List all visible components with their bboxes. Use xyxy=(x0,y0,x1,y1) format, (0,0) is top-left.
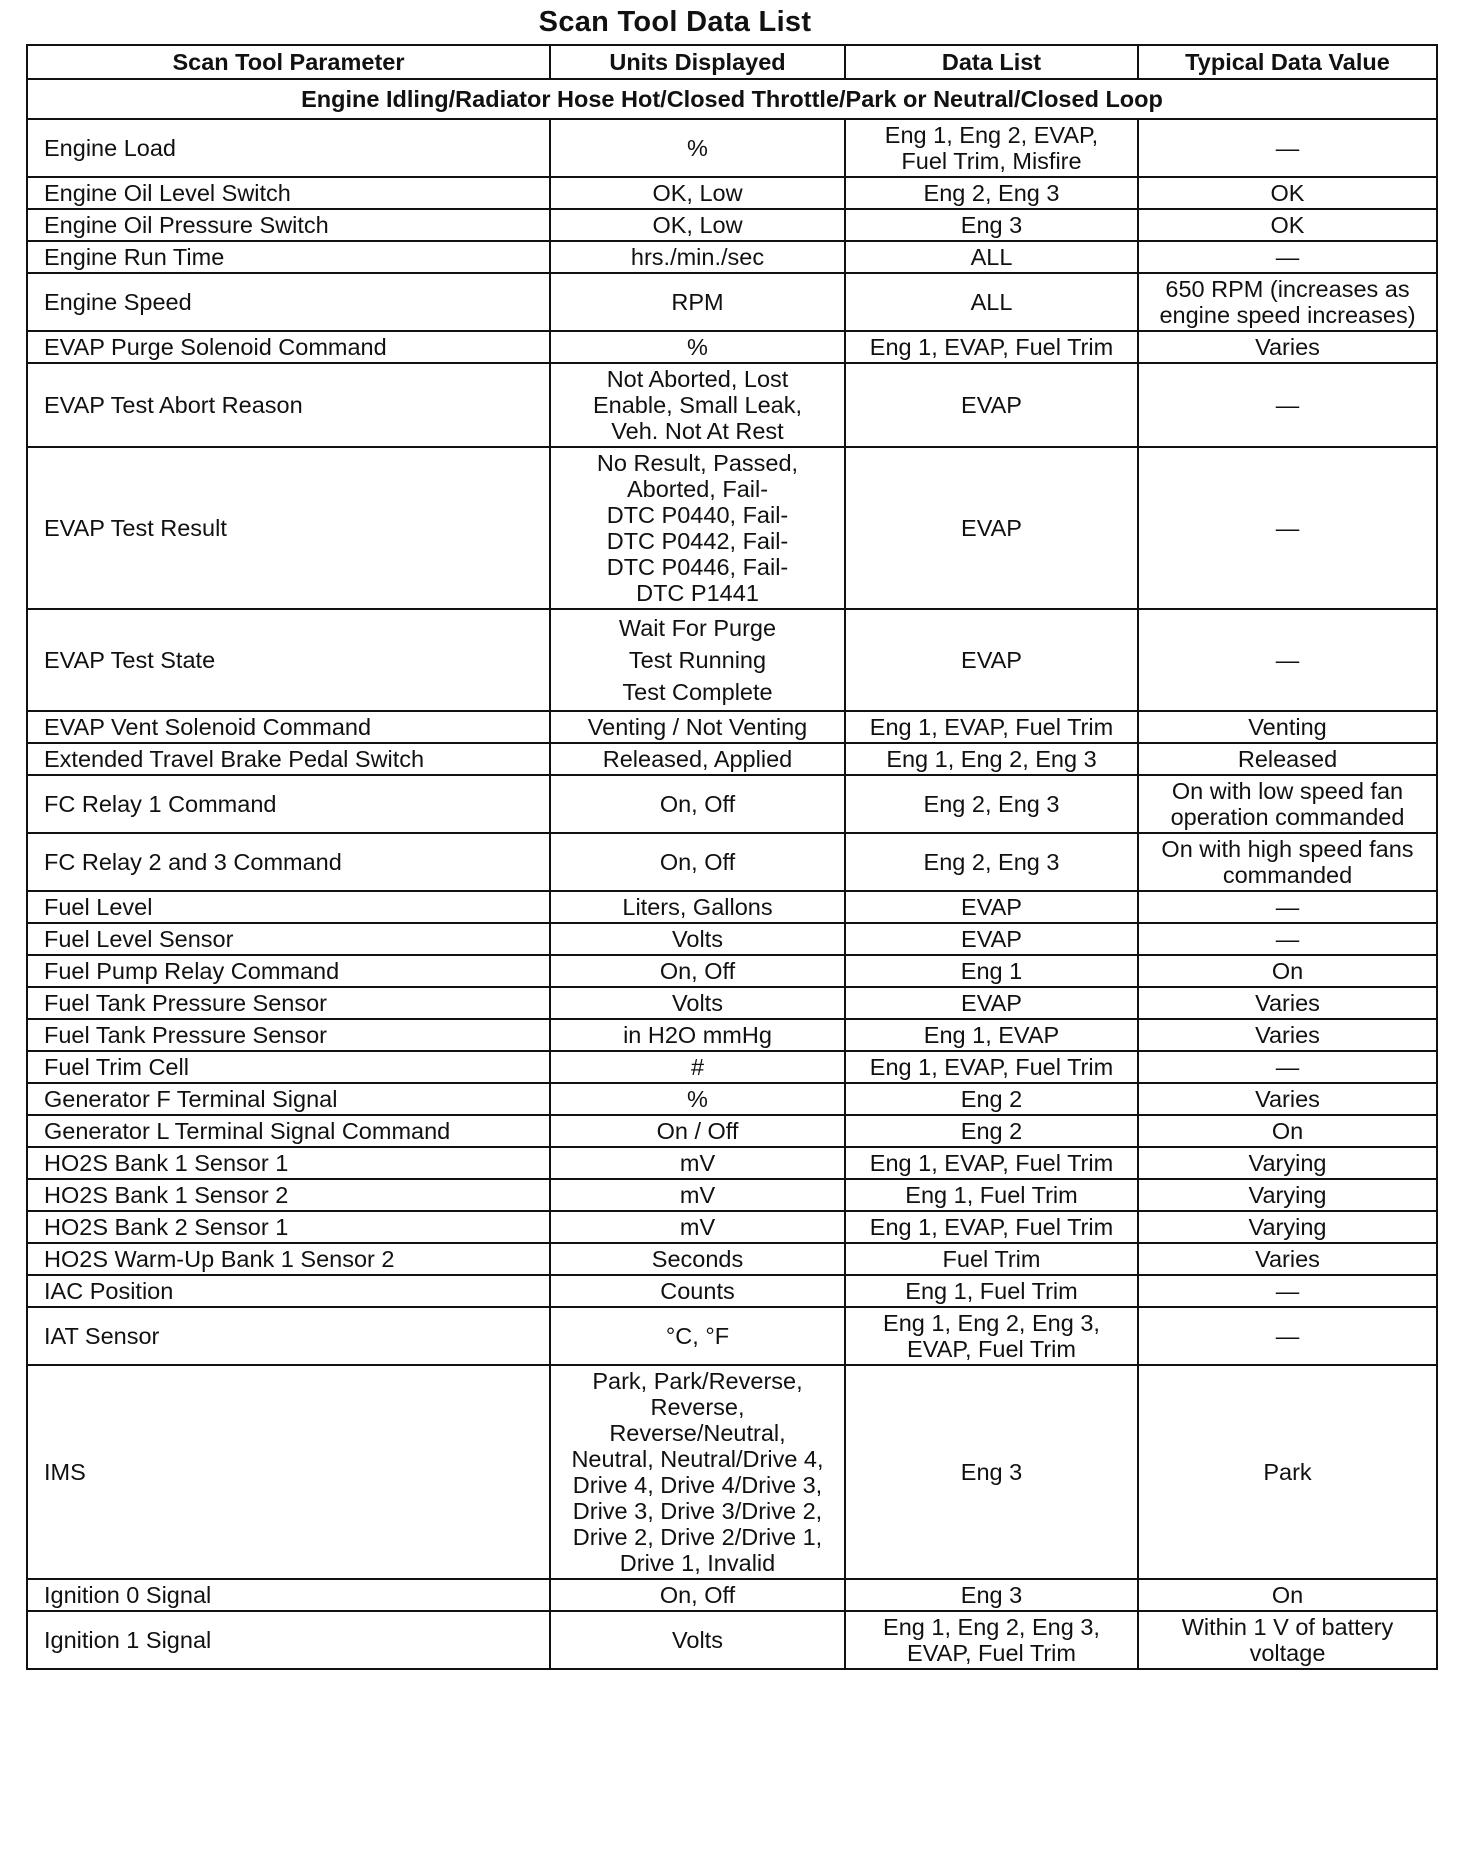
cell-units-line: DTC P0440, Fail- xyxy=(606,502,789,528)
cell-parameter: Generator F Terminal Signal xyxy=(27,1083,550,1115)
cell-data-list xyxy=(845,987,1138,1019)
cell-units-line: Test Running xyxy=(628,647,767,673)
cell-parameter: IAC Position xyxy=(27,1275,550,1307)
cell-data-list-line: Eng 1, Fuel Trim xyxy=(905,1278,1078,1304)
table-row xyxy=(27,331,1437,363)
table-row xyxy=(27,1147,1437,1179)
cell-typical-value-line: — xyxy=(1275,244,1300,270)
cell-typical-value-line: — xyxy=(1275,894,1300,920)
cell-parameter: Fuel Level Sensor xyxy=(27,923,550,955)
cell-typical-value xyxy=(1138,955,1437,987)
cell-parameter: Generator L Terminal Signal Command xyxy=(27,1115,550,1147)
cell-typical-value-line: Varies xyxy=(1255,334,1320,360)
table-row xyxy=(27,1579,1437,1611)
cell-units xyxy=(550,1083,845,1115)
table-row xyxy=(27,119,1437,177)
cell-data-list xyxy=(845,1275,1138,1307)
cell-typical-value xyxy=(1138,1611,1437,1669)
cell-units xyxy=(550,273,845,331)
cell-data-list xyxy=(845,609,1138,711)
cell-units-line: # xyxy=(690,1054,705,1080)
cell-units-line: Volts xyxy=(672,926,723,952)
cell-parameter: HO2S Bank 1 Sensor 1 xyxy=(27,1147,550,1179)
cell-data-list-line: EVAP, Fuel Trim xyxy=(907,1640,1076,1666)
cell-units-line: Venting / Not Venting xyxy=(587,714,808,740)
cell-data-list xyxy=(845,1179,1138,1211)
table-row xyxy=(27,1365,1437,1579)
cell-typical-value-line: — xyxy=(1275,1278,1300,1304)
cell-data-list xyxy=(845,209,1138,241)
cell-typical-value xyxy=(1138,711,1437,743)
cell-units-line: Released, Applied xyxy=(602,746,793,772)
cell-typical-value xyxy=(1138,743,1437,775)
cell-parameter: Ignition 0 Signal xyxy=(27,1579,550,1611)
cell-data-list xyxy=(845,775,1138,833)
cell-parameter: Engine Run Time xyxy=(27,241,550,273)
cell-data-list-line: ALL xyxy=(970,244,1013,270)
cell-parameter: EVAP Test Result xyxy=(27,447,550,609)
cell-typical-value-line: OK xyxy=(1270,212,1305,238)
table-row xyxy=(27,955,1437,987)
cell-units-line: On, Off xyxy=(659,1582,736,1608)
cell-typical-value-line: — xyxy=(1275,1054,1300,1080)
cell-units xyxy=(550,119,845,177)
cell-typical-value xyxy=(1138,609,1437,711)
cell-units xyxy=(550,1115,845,1147)
cell-parameter: Fuel Level xyxy=(27,891,550,923)
cell-data-list-line: Eng 3 xyxy=(960,212,1023,238)
cell-data-list-line: Fuel Trim xyxy=(942,1246,1041,1272)
cell-data-list xyxy=(845,833,1138,891)
cell-data-list-line: Fuel Trim, Misfire xyxy=(901,148,1082,174)
cell-units-line: Veh. Not At Rest xyxy=(611,418,784,444)
cell-units xyxy=(550,1211,845,1243)
cell-typical-value-line: commanded xyxy=(1222,862,1353,888)
cell-parameter: Engine Oil Pressure Switch xyxy=(27,209,550,241)
cell-typical-value-line: operation commanded xyxy=(1170,804,1405,830)
table-row xyxy=(27,1051,1437,1083)
table-row xyxy=(27,609,1437,711)
cell-units-line: Test Complete xyxy=(622,679,773,705)
cell-typical-value-line: Varies xyxy=(1255,1246,1320,1272)
cell-typical-value xyxy=(1138,923,1437,955)
cell-data-list-line: Eng 1, EVAP, Fuel Trim xyxy=(869,714,1114,740)
cell-data-list-line: Eng 1, EVAP xyxy=(923,1022,1060,1048)
cell-data-list-line: Eng 1, Eng 2, Eng 3, xyxy=(883,1310,1100,1336)
cell-units-line: Not Aborted, Lost xyxy=(606,366,789,392)
cell-parameter: EVAP Test State xyxy=(27,609,550,711)
cell-data-list-line: Eng 2, Eng 3 xyxy=(923,791,1060,817)
section-heading: Engine Idling/Radiator Hose Hot/Closed Throttle/Park or Neutral/Closed Loop xyxy=(27,79,1437,119)
cell-typical-value xyxy=(1138,1019,1437,1051)
table-row xyxy=(27,1083,1437,1115)
table-row xyxy=(27,743,1437,775)
cell-typical-value-line: On xyxy=(1271,1118,1304,1144)
header-parameter: Scan Tool Parameter xyxy=(27,45,550,79)
table-row xyxy=(27,447,1437,609)
header-units: Units Displayed xyxy=(550,45,845,79)
cell-units-line: Aborted, Fail- xyxy=(626,476,769,502)
cell-units-line: On, Off xyxy=(659,791,736,817)
table-row xyxy=(27,923,1437,955)
table-row xyxy=(27,1243,1437,1275)
cell-typical-value-line: On xyxy=(1271,1582,1304,1608)
cell-data-list-line: EVAP xyxy=(961,990,1022,1016)
cell-data-list-line: Eng 1, Eng 2, Eng 3 xyxy=(886,746,1097,772)
cell-typical-value xyxy=(1138,331,1437,363)
cell-data-list-line: Eng 1, Eng 2, Eng 3, xyxy=(883,1614,1100,1640)
cell-typical-value xyxy=(1138,1115,1437,1147)
cell-typical-value xyxy=(1138,1051,1437,1083)
table-row xyxy=(27,987,1437,1019)
table-row xyxy=(27,1211,1437,1243)
table-row xyxy=(27,1611,1437,1669)
table-body xyxy=(27,79,1437,1669)
cell-data-list xyxy=(845,1211,1138,1243)
cell-units xyxy=(550,331,845,363)
cell-typical-value-line: Varying xyxy=(1248,1214,1327,1240)
cell-units-line: Wait For Purge xyxy=(618,615,777,641)
table-row xyxy=(27,273,1437,331)
cell-data-list xyxy=(845,1611,1138,1669)
cell-parameter: EVAP Vent Solenoid Command xyxy=(27,711,550,743)
cell-typical-value-line: — xyxy=(1275,1323,1300,1349)
cell-data-list xyxy=(845,955,1138,987)
cell-units xyxy=(550,775,845,833)
cell-typical-value-line: Park xyxy=(1263,1459,1312,1485)
cell-data-list xyxy=(845,1051,1138,1083)
cell-parameter: Fuel Trim Cell xyxy=(27,1051,550,1083)
header-data-list: Data List xyxy=(845,45,1138,79)
cell-units xyxy=(550,923,845,955)
cell-typical-value-line: On with high speed fans xyxy=(1161,836,1414,862)
table-row xyxy=(27,177,1437,209)
cell-parameter: FC Relay 2 and 3 Command xyxy=(27,833,550,891)
cell-data-list-line: EVAP xyxy=(961,392,1022,418)
cell-parameter: HO2S Bank 2 Sensor 1 xyxy=(27,1211,550,1243)
cell-units xyxy=(550,209,845,241)
cell-data-list xyxy=(845,331,1138,363)
cell-data-list xyxy=(845,711,1138,743)
cell-data-list xyxy=(845,1115,1138,1147)
cell-units xyxy=(550,1365,845,1579)
cell-data-list-line: Eng 2 xyxy=(960,1118,1023,1144)
cell-typical-value-line: 650 RPM (increases as xyxy=(1165,276,1410,302)
cell-typical-value-line: — xyxy=(1275,647,1300,673)
cell-data-list xyxy=(845,273,1138,331)
cell-data-list-line: EVAP xyxy=(961,926,1022,952)
cell-units-line: in H2O mmHg xyxy=(623,1022,772,1048)
cell-units-line: Drive 3, Drive 3/Drive 2, xyxy=(572,1498,823,1524)
cell-parameter: Fuel Tank Pressure Sensor xyxy=(27,987,550,1019)
cell-units-line: RPM xyxy=(671,289,724,315)
cell-units-line: Volts xyxy=(672,990,723,1016)
cell-parameter: HO2S Bank 1 Sensor 2 xyxy=(27,1179,550,1211)
cell-parameter: IMS xyxy=(27,1365,550,1579)
cell-units-line: OK, Low xyxy=(652,180,743,206)
table-header xyxy=(27,45,1437,79)
cell-data-list-line: Eng 1, EVAP, Fuel Trim xyxy=(869,1214,1114,1240)
cell-typical-value-line: — xyxy=(1275,515,1300,541)
cell-units-line: Liters, Gallons xyxy=(622,894,773,920)
cell-units xyxy=(550,1307,845,1365)
cell-units-line: % xyxy=(687,1086,708,1112)
header-typical-value: Typical Data Value xyxy=(1138,45,1437,79)
cell-units xyxy=(550,1147,845,1179)
cell-parameter: HO2S Warm-Up Bank 1 Sensor 2 xyxy=(27,1243,550,1275)
cell-parameter: FC Relay 1 Command xyxy=(27,775,550,833)
cell-data-list-line: Eng 1, EVAP, Fuel Trim xyxy=(869,1054,1114,1080)
table-row xyxy=(27,209,1437,241)
cell-typical-value-line: — xyxy=(1275,926,1300,952)
cell-units-line: hrs./min./sec xyxy=(630,244,765,270)
cell-data-list-line: EVAP xyxy=(961,894,1022,920)
cell-units xyxy=(550,1243,845,1275)
cell-data-list-line: Eng 1 xyxy=(960,958,1023,984)
cell-typical-value xyxy=(1138,1083,1437,1115)
cell-typical-value xyxy=(1138,775,1437,833)
table-row xyxy=(27,775,1437,833)
cell-units-line: DTC P0446, Fail- xyxy=(606,554,789,580)
cell-typical-value xyxy=(1138,447,1437,609)
cell-units-line: mV xyxy=(679,1214,716,1240)
cell-parameter: Engine Speed xyxy=(27,273,550,331)
cell-units xyxy=(550,241,845,273)
page-title: Scan Tool Data List xyxy=(538,6,812,38)
cell-data-list-line: Eng 2, Eng 3 xyxy=(923,180,1060,206)
cell-data-list xyxy=(845,1147,1138,1179)
table-row xyxy=(27,1307,1437,1365)
cell-data-list xyxy=(845,1579,1138,1611)
cell-typical-value xyxy=(1138,1365,1437,1579)
cell-units-line: On / Off xyxy=(656,1118,739,1144)
cell-data-list xyxy=(845,1365,1138,1579)
cell-units-line: Reverse, xyxy=(650,1394,745,1420)
cell-units xyxy=(550,711,845,743)
cell-data-list xyxy=(845,743,1138,775)
cell-units-line: Park, Park/Reverse, xyxy=(592,1368,803,1394)
cell-units-line: DTC P0442, Fail- xyxy=(606,528,789,554)
cell-typical-value xyxy=(1138,1243,1437,1275)
cell-data-list xyxy=(845,363,1138,447)
cell-units xyxy=(550,1611,845,1669)
cell-typical-value-line: Varying xyxy=(1248,1182,1327,1208)
cell-units-line: % xyxy=(687,135,708,161)
cell-units-line: Neutral, Neutral/Drive 4, xyxy=(571,1446,824,1472)
cell-typical-value xyxy=(1138,891,1437,923)
cell-typical-value-line: Varies xyxy=(1255,990,1320,1016)
cell-data-list-line: ALL xyxy=(970,289,1013,315)
cell-units-line: % xyxy=(687,334,708,360)
cell-typical-value-line: Varies xyxy=(1255,1086,1320,1112)
cell-data-list-line: EVAP xyxy=(961,515,1022,541)
cell-units xyxy=(550,743,845,775)
cell-typical-value xyxy=(1138,1275,1437,1307)
cell-typical-value-line: OK xyxy=(1270,180,1305,206)
cell-parameter: IAT Sensor xyxy=(27,1307,550,1365)
cell-units xyxy=(550,447,845,609)
cell-typical-value-line: Venting xyxy=(1248,714,1327,740)
cell-units-line: mV xyxy=(679,1150,716,1176)
cell-typical-value xyxy=(1138,363,1437,447)
cell-units-line: On, Off xyxy=(659,958,736,984)
cell-units xyxy=(550,955,845,987)
cell-typical-value-line: On with low speed fan xyxy=(1171,778,1404,804)
cell-units-line: Drive 1, Invalid xyxy=(619,1550,776,1576)
cell-units-line: No Result, Passed, xyxy=(596,450,799,476)
cell-data-list xyxy=(845,177,1138,209)
cell-data-list xyxy=(845,447,1138,609)
cell-units xyxy=(550,987,845,1019)
cell-typical-value-line: On xyxy=(1271,958,1304,984)
cell-units xyxy=(550,609,845,711)
cell-data-list xyxy=(845,1083,1138,1115)
cell-typical-value-line: voltage xyxy=(1249,1640,1326,1666)
cell-units-line: Seconds xyxy=(651,1246,744,1272)
cell-data-list-line: EVAP xyxy=(961,647,1022,673)
table-row xyxy=(27,1115,1437,1147)
cell-units-line: DTC P1441 xyxy=(636,580,759,606)
cell-typical-value-line: — xyxy=(1275,135,1300,161)
table-row xyxy=(27,1275,1437,1307)
cell-typical-value xyxy=(1138,1579,1437,1611)
cell-parameter: Engine Oil Level Switch xyxy=(27,177,550,209)
cell-units xyxy=(550,1051,845,1083)
cell-units-line: OK, Low xyxy=(652,212,743,238)
cell-data-list xyxy=(845,891,1138,923)
cell-typical-value-line: Varying xyxy=(1248,1150,1327,1176)
cell-typical-value xyxy=(1138,209,1437,241)
cell-parameter: Extended Travel Brake Pedal Switch xyxy=(27,743,550,775)
cell-data-list-line: Eng 1, EVAP, Fuel Trim xyxy=(869,1150,1114,1176)
cell-typical-value xyxy=(1138,1307,1437,1365)
table-row xyxy=(27,1179,1437,1211)
cell-parameter: Engine Load xyxy=(27,119,550,177)
cell-units xyxy=(550,177,845,209)
table-row xyxy=(27,241,1437,273)
cell-units xyxy=(550,1179,845,1211)
cell-typical-value xyxy=(1138,119,1437,177)
cell-units-line: On, Off xyxy=(659,849,736,875)
cell-units xyxy=(550,1275,845,1307)
cell-typical-value-line: Within 1 V of battery xyxy=(1181,1614,1394,1640)
cell-data-list xyxy=(845,241,1138,273)
cell-data-list-line: Eng 1, Fuel Trim xyxy=(905,1182,1078,1208)
cell-typical-value-line: Released xyxy=(1237,746,1338,772)
cell-typical-value xyxy=(1138,177,1437,209)
table-row xyxy=(27,363,1437,447)
cell-units xyxy=(550,833,845,891)
cell-units-line: Drive 4, Drive 4/Drive 3, xyxy=(572,1472,823,1498)
cell-typical-value-line: — xyxy=(1275,392,1300,418)
cell-data-list-line: EVAP, Fuel Trim xyxy=(907,1336,1076,1362)
cell-units-line: Reverse/Neutral, xyxy=(609,1420,786,1446)
cell-data-list xyxy=(845,119,1138,177)
cell-typical-value xyxy=(1138,1211,1437,1243)
cell-units-line: mV xyxy=(679,1182,716,1208)
cell-data-list-line: Eng 2 xyxy=(960,1086,1023,1112)
cell-typical-value xyxy=(1138,1147,1437,1179)
cell-units-line: °C, °F xyxy=(665,1323,730,1349)
cell-units-line: Volts xyxy=(672,1627,723,1653)
scan-tool-data-table xyxy=(26,44,1438,1670)
cell-data-list-line: Eng 1, EVAP, Fuel Trim xyxy=(869,334,1114,360)
cell-parameter: Ignition 1 Signal xyxy=(27,1611,550,1669)
cell-data-list-line: Eng 2, Eng 3 xyxy=(923,849,1060,875)
cell-typical-value xyxy=(1138,273,1437,331)
cell-typical-value-line: Varies xyxy=(1255,1022,1320,1048)
cell-typical-value xyxy=(1138,241,1437,273)
cell-data-list-line: Eng 3 xyxy=(960,1459,1023,1485)
header-row xyxy=(27,45,1437,79)
cell-typical-value xyxy=(1138,833,1437,891)
cell-parameter: Fuel Pump Relay Command xyxy=(27,955,550,987)
cell-parameter: Fuel Tank Pressure Sensor xyxy=(27,1019,550,1051)
table-row xyxy=(27,1019,1437,1051)
cell-units-line: Drive 2, Drive 2/Drive 1, xyxy=(572,1524,823,1550)
cell-units xyxy=(550,363,845,447)
cell-parameter: EVAP Test Abort Reason xyxy=(27,363,550,447)
cell-units xyxy=(550,1019,845,1051)
cell-units xyxy=(550,891,845,923)
cell-data-list xyxy=(845,923,1138,955)
cell-data-list xyxy=(845,1243,1138,1275)
cell-units xyxy=(550,1579,845,1611)
table-row xyxy=(27,833,1437,891)
cell-typical-value xyxy=(1138,1179,1437,1211)
cell-units-line: Counts xyxy=(660,1278,735,1304)
cell-typical-value xyxy=(1138,987,1437,1019)
cell-data-list-line: Eng 3 xyxy=(960,1582,1023,1608)
table-row xyxy=(27,711,1437,743)
section-row xyxy=(27,79,1437,119)
cell-parameter: EVAP Purge Solenoid Command xyxy=(27,331,550,363)
cell-data-list xyxy=(845,1307,1138,1365)
cell-typical-value-line: engine speed increases) xyxy=(1159,302,1416,328)
cell-data-list xyxy=(845,1019,1138,1051)
cell-data-list-line: Eng 1, Eng 2, EVAP, xyxy=(884,122,1099,148)
table-row xyxy=(27,891,1437,923)
cell-units-line: Enable, Small Leak, xyxy=(592,392,802,418)
